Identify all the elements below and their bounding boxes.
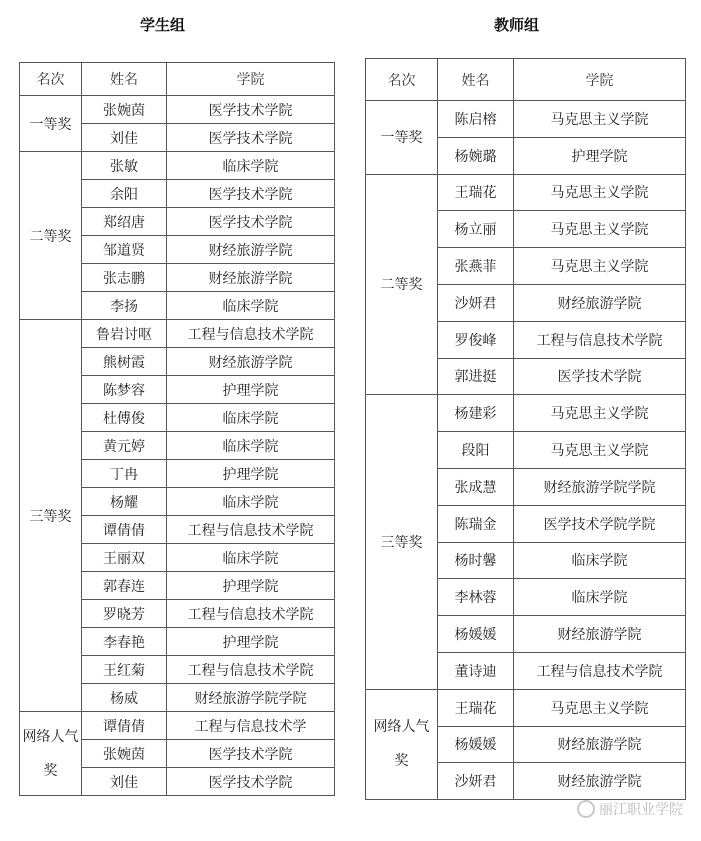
college-cell: 护理学院 (167, 376, 335, 404)
name-cell: 董诗迪 (438, 652, 514, 689)
name-cell: 段阳 (438, 432, 514, 469)
college-cell: 马克思主义学院 (514, 432, 686, 469)
college-cell: 工程与信息技术学院 (167, 656, 335, 684)
table-row (366, 689, 686, 726)
college-cell: 护理学院 (167, 460, 335, 488)
college-cell: 医学技术学院 (514, 358, 686, 395)
teacher-award-table (365, 58, 686, 800)
name-cell: 鲁岩讨呕 (82, 320, 167, 348)
name-cell: 张燕菲 (438, 248, 514, 285)
college-cell: 财经旅游学院 (514, 616, 686, 653)
college-cell: 财经旅游学院 (514, 726, 686, 763)
college-cell: 医学技术学院 (167, 768, 335, 796)
student-group-title: 学生组 (140, 16, 186, 34)
name-cell: 王瑞花 (438, 689, 514, 726)
table-row (20, 96, 335, 124)
college-cell: 医学技术学院学院 (514, 505, 686, 542)
rank-cell: 三等奖 (20, 320, 82, 712)
name-cell: 熊树霞 (82, 348, 167, 376)
wechat-icon (577, 800, 595, 818)
table-header-row (366, 59, 686, 101)
college-cell: 临床学院 (514, 579, 686, 616)
college-cell: 马克思主义学院 (514, 101, 686, 138)
college-cell: 财经旅游学院 (514, 763, 686, 800)
rank-cell: 网络人气 奖 (20, 712, 82, 796)
table-row (366, 395, 686, 432)
college-cell: 财经旅游学院 (167, 236, 335, 264)
college-cell: 工程与信息技术学院 (514, 321, 686, 358)
name-cell: 王瑞花 (438, 174, 514, 211)
teacher-group-title: 教师组 (494, 16, 540, 34)
name-cell: 李扬 (82, 292, 167, 320)
name-cell: 丁冉 (82, 460, 167, 488)
college-cell: 马克思主义学院 (514, 248, 686, 285)
college-cell: 护理学院 (514, 137, 686, 174)
college-header: 学院 (514, 59, 686, 101)
college-cell: 护理学院 (167, 572, 335, 600)
college-cell: 工程与信息技术学 (167, 712, 335, 740)
college-header: 学院 (167, 63, 335, 96)
table-row (20, 712, 335, 740)
college-cell: 工程与信息技术学院 (514, 652, 686, 689)
name-cell: 陈瑞金 (438, 505, 514, 542)
table-header-row (20, 63, 335, 96)
name-cell: 刘佳 (82, 768, 167, 796)
name-cell: 王丽双 (82, 544, 167, 572)
name-cell: 张成慧 (438, 468, 514, 505)
name-cell: 陈梦容 (82, 376, 167, 404)
name-cell: 杜傅俊 (82, 404, 167, 432)
name-header: 姓名 (438, 59, 514, 101)
name-cell: 张敏 (82, 152, 167, 180)
name-cell: 陈启榕 (438, 101, 514, 138)
college-cell: 医学技术学院 (167, 96, 335, 124)
college-cell: 医学技术学院 (167, 124, 335, 152)
college-cell: 财经旅游学院学院 (514, 468, 686, 505)
college-cell: 工程与信息技术学院 (167, 516, 335, 544)
college-cell: 财经旅游学院 (167, 264, 335, 292)
name-cell: 张婉茵 (82, 740, 167, 768)
college-cell: 临床学院 (514, 542, 686, 579)
college-cell: 医学技术学院 (167, 740, 335, 768)
name-cell: 杨威 (82, 684, 167, 712)
name-cell: 杨耀 (82, 488, 167, 516)
watermark-text: 丽江职业学院 (599, 802, 683, 818)
college-cell: 护理学院 (167, 628, 335, 656)
name-cell: 刘佳 (82, 124, 167, 152)
name-cell: 杨立丽 (438, 211, 514, 248)
name-cell: 杨时馨 (438, 542, 514, 579)
name-cell: 李林蓉 (438, 579, 514, 616)
table-row (366, 174, 686, 211)
rank-cell: 一等奖 (20, 96, 82, 152)
table-row (20, 320, 335, 348)
name-cell: 王红菊 (82, 656, 167, 684)
name-cell: 李春艳 (82, 628, 167, 656)
rank-cell: 网络人气 奖 (366, 689, 438, 799)
rank-header: 名次 (20, 63, 82, 96)
college-cell: 马克思主义学院 (514, 174, 686, 211)
name-cell: 郭春连 (82, 572, 167, 600)
name-cell: 余阳 (82, 180, 167, 208)
college-cell: 临床学院 (167, 292, 335, 320)
rank-cell: 二等奖 (366, 174, 438, 395)
college-cell: 财经旅游学院学院 (167, 684, 335, 712)
college-cell: 临床学院 (167, 432, 335, 460)
college-cell: 财经旅游学院 (514, 284, 686, 321)
table-row (366, 101, 686, 138)
name-cell: 张志鹏 (82, 264, 167, 292)
college-cell: 临床学院 (167, 544, 335, 572)
college-cell: 临床学院 (167, 404, 335, 432)
college-cell: 临床学院 (167, 488, 335, 516)
college-cell: 财经旅游学院 (167, 348, 335, 376)
college-cell: 临床学院 (167, 152, 335, 180)
rank-cell: 一等奖 (366, 101, 438, 175)
rank-header: 名次 (366, 59, 438, 101)
college-cell: 马克思主义学院 (514, 689, 686, 726)
name-cell: 沙妍君 (438, 284, 514, 321)
college-cell: 工程与信息技术学院 (167, 320, 335, 348)
name-cell: 杨媛媛 (438, 726, 514, 763)
college-cell: 医学技术学院 (167, 180, 335, 208)
name-cell: 沙妍君 (438, 763, 514, 800)
name-cell: 杨媛媛 (438, 616, 514, 653)
name-header: 姓名 (82, 63, 167, 96)
name-cell: 张婉茵 (82, 96, 167, 124)
college-cell: 马克思主义学院 (514, 395, 686, 432)
name-cell: 谭倩倩 (82, 712, 167, 740)
name-cell: 罗晓芳 (82, 600, 167, 628)
name-cell: 罗俊峰 (438, 321, 514, 358)
watermark (577, 799, 683, 819)
name-cell: 谭倩倩 (82, 516, 167, 544)
name-cell: 郑绍唐 (82, 208, 167, 236)
college-cell: 医学技术学院 (167, 208, 335, 236)
college-cell: 工程与信息技术学院 (167, 600, 335, 628)
student-award-table (19, 62, 335, 796)
name-cell: 郭进挺 (438, 358, 514, 395)
rank-cell: 三等奖 (366, 395, 438, 689)
table-row (20, 152, 335, 180)
name-cell: 杨婉璐 (438, 137, 514, 174)
college-cell: 马克思主义学院 (514, 211, 686, 248)
name-cell: 黄元婷 (82, 432, 167, 460)
name-cell: 杨建彩 (438, 395, 514, 432)
name-cell: 邹道贤 (82, 236, 167, 264)
rank-cell: 二等奖 (20, 152, 82, 320)
